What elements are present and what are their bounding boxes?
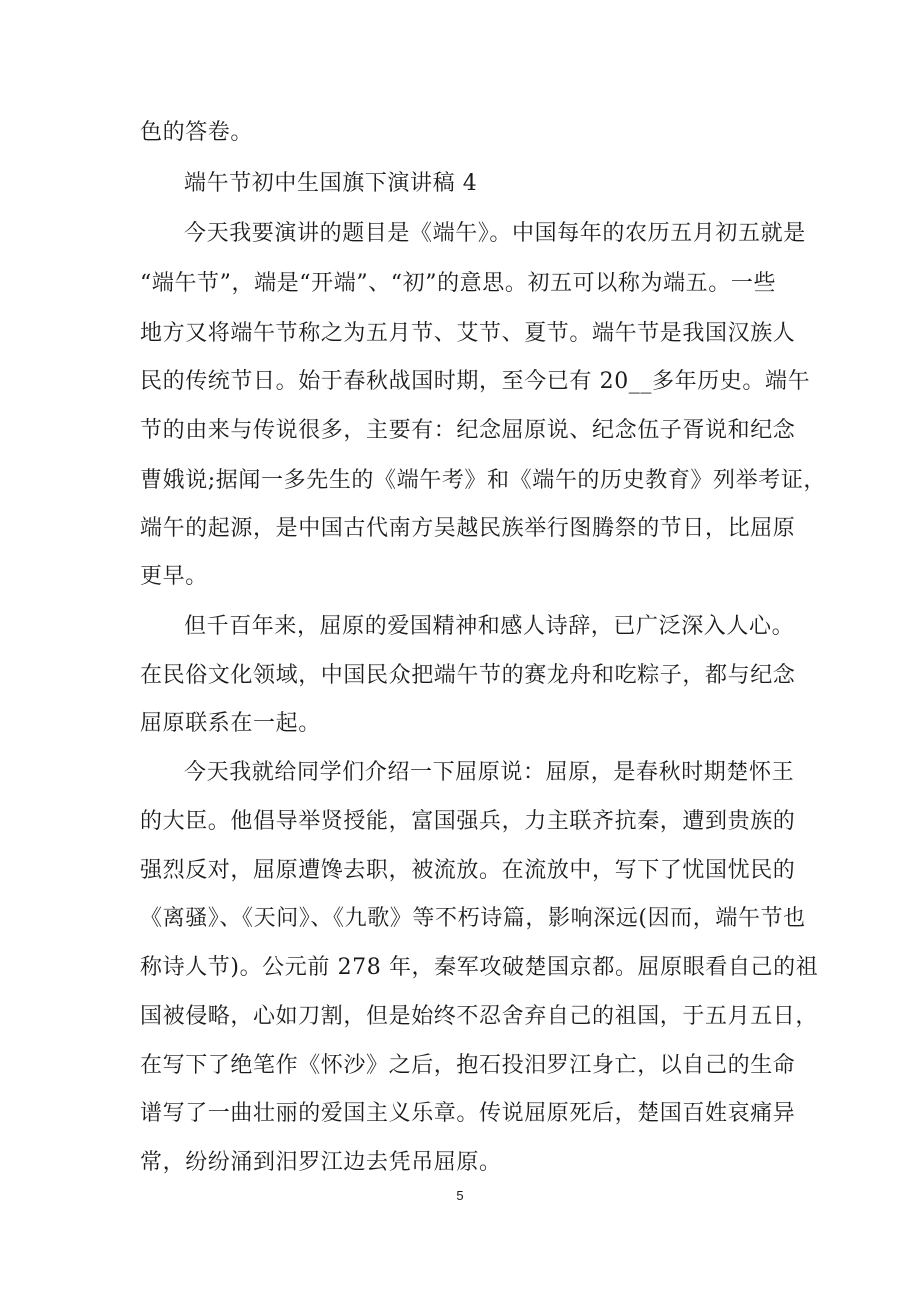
text-line: 在写下了绝笔作《怀沙》之后，抱石投汨罗江身亡，以自己的生命 bbox=[140, 1053, 796, 1078]
text-line: 今天我就给同学们介绍一下屈原说：屈原，是春秋时期楚怀王 bbox=[184, 760, 795, 785]
text-line: 民的传统节日。始于春秋战国时期，至今已有 20__多年历史。端午 bbox=[140, 369, 811, 394]
text-line: 强烈反对，屈原遭馋去职，被流放。在流放中，写下了忧国忧民的 bbox=[140, 858, 796, 883]
text-line: 今天我要演讲的题目是《端午》。中国每年的农历五月初五就是 bbox=[184, 221, 806, 246]
section-heading: 端午节初中生国旗下演讲稿 4 bbox=[184, 171, 478, 196]
page-number: 5 bbox=[456, 1188, 464, 1203]
text-line: 《离骚》、《天问》、《九歌》等不朽诗篇，影响深远(因而，端午节也 bbox=[140, 906, 806, 931]
text-line: 端午的起源，是中国古代南方吴越民族举行图腾祭的节日，比屈原 bbox=[140, 516, 796, 541]
text-line: 国被侵略，心如刀割，但是始终不忍舍弃自己的祖国，于五月五日， bbox=[140, 1004, 819, 1029]
text-line: 更早。 bbox=[140, 564, 208, 589]
text-line: 屈原联系在一起。 bbox=[140, 711, 321, 736]
text-line: 地方又将端午节称之为五月节、艾节、夏节。端午节是我国汉族人 bbox=[140, 321, 796, 346]
text-line: 节的由来与传说很多，主要有：纪念屈原说、纪念伍子胥说和纪念 bbox=[140, 418, 796, 443]
text-line: 但千百年来，屈原的爱国精神和感人诗辞，已广泛深入人心。 bbox=[184, 614, 795, 639]
text-line: “端午节”，端是“开端”、“初”的意思。初五可以称为端五。一些 bbox=[140, 271, 777, 296]
text-line: 常，纷纷涌到汨罗江边去凭吊屈原。 bbox=[140, 1150, 502, 1175]
text-line: 曹娥说;据闻一多先生的《端午考》和《端午的历史教育》列举考证， bbox=[140, 468, 827, 493]
text-line: 称诗人节)。公元前 278 年，秦军攻破楚国京都。屈原眼看自己的祖 bbox=[140, 955, 819, 980]
text-line: 谱写了一曲壮丽的爱国主义乐章。传说屈原死后，楚国百姓哀痛异 bbox=[140, 1101, 796, 1126]
text-line: 的大臣。他倡导举贤授能，富国强兵，力主联齐抗秦，遭到贵族的 bbox=[140, 809, 796, 834]
text-line: 在民俗文化领域，中国民众把端午节的赛龙舟和吃粽子，都与纪念 bbox=[140, 663, 796, 688]
text-line: 色的答卷。 bbox=[140, 120, 254, 145]
